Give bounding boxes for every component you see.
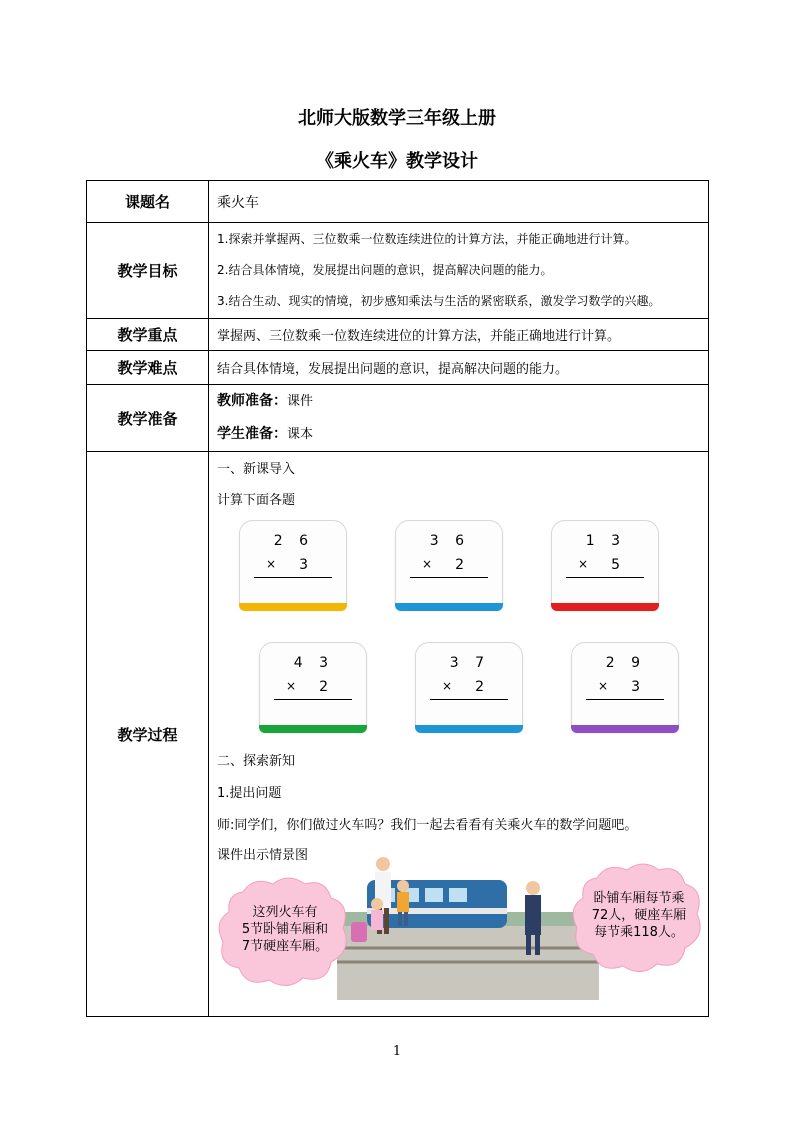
prep-cell: [209, 385, 709, 452]
teacher-prep-value: 课件: [287, 394, 314, 409]
card-top-number: 2 9: [605, 655, 646, 671]
multiplication-card: [395, 520, 503, 610]
section-explore: 二、探索新知: [217, 754, 296, 769]
card-base: [551, 603, 659, 611]
teacher-prep: [217, 385, 708, 418]
page-number: 1: [392, 1044, 402, 1059]
bubble-line: 7节硬座车厢。: [241, 939, 329, 954]
section-intro: 一、新课导入: [217, 462, 296, 477]
goals-row: [87, 223, 709, 319]
process-head: 教学过程: [87, 452, 209, 1017]
show-scene-text: 课件出示情景图: [217, 848, 309, 863]
card-rule: [274, 699, 352, 700]
card-operator: ×: [578, 557, 589, 571]
process-content: [209, 452, 708, 1016]
card-bottom-number: 3: [299, 557, 308, 573]
card-top-number: 3 7: [449, 655, 490, 671]
card-base: [415, 725, 523, 733]
card-top-number: 2 6: [273, 533, 314, 549]
card-top-number: 1 3: [585, 533, 626, 549]
student-prep: [217, 418, 708, 451]
process-row: [87, 452, 709, 1017]
card-rule: [566, 577, 644, 578]
student-prep-label: 学生准备：: [217, 426, 287, 442]
multiplication-card: [415, 642, 523, 732]
card-base: [239, 603, 347, 611]
step-raise-question: 1.提出问题: [217, 786, 282, 801]
goals-cell: [209, 223, 709, 319]
card-rule: [430, 699, 508, 700]
key-head: 教学重点: [87, 319, 209, 351]
bubble-line: 5节卧铺车厢和: [241, 922, 329, 937]
document-title: 北师大版数学三年级上册: [298, 108, 496, 129]
difficulty-row: [87, 351, 709, 385]
goals-head: 教学目标: [87, 223, 209, 319]
card-operator: ×: [442, 679, 453, 693]
bubble-line: 72人，硬座车厢: [591, 908, 687, 923]
difficulty-value: 结合具体情境，发展提出问题的意识，提高解决问题的能力。: [209, 351, 709, 385]
goal-item: 1.探索并掌握两、三位数乘一位数连续进位的计算方法，并能正确地进行计算。: [217, 232, 637, 246]
bubble-line: 卧铺车厢每节乘: [593, 891, 685, 906]
card-base: [259, 725, 367, 733]
card-rule: [586, 699, 664, 700]
goal-item: 2.结合具体情境，发展提出问题的意识，提高解决问题的能力。: [217, 263, 553, 277]
topic-row: [87, 181, 709, 223]
teacher-prep-label: 教师准备：: [217, 393, 287, 409]
multiplication-card: [551, 520, 659, 610]
multiplication-card: [259, 642, 367, 732]
multiplication-card: [239, 520, 347, 610]
card-rule: [410, 577, 488, 578]
multiplication-card: [571, 642, 679, 732]
card-top-number: 4 3: [293, 655, 334, 671]
card-operator: ×: [598, 679, 609, 693]
difficulty-head: 教学难点: [87, 351, 209, 385]
key-row: [87, 319, 709, 351]
card-bottom-number: 2: [475, 679, 484, 695]
card-operator: ×: [266, 557, 277, 571]
lesson-plan-table: [86, 180, 709, 1017]
prep-head: 教学准备: [87, 385, 209, 452]
topic-value: 乘火车: [209, 181, 709, 223]
bubble-line: 这列火车有: [252, 905, 318, 920]
card-bottom-number: 2: [319, 679, 328, 695]
card-operator: ×: [422, 557, 433, 571]
goal-item: 3.结合生动、现实的情境，初步感知乘法与生活的紧密联系，激发学习数学的兴趣。: [217, 294, 661, 308]
card-base: [571, 725, 679, 733]
right-bubble-text: [581, 890, 697, 941]
topic-head: 课题名: [87, 181, 209, 223]
card-bottom-number: 3: [631, 679, 640, 695]
card-bottom-number: 5: [611, 557, 620, 573]
card-bottom-number: 2: [455, 557, 464, 573]
bubble-line: 每节乘118人。: [594, 925, 684, 940]
task-text: 计算下面各题: [217, 493, 296, 508]
teacher-dialogue: 师:同学们，你们做过火车吗？我们一起去看看有关乘火车的数学问题吧。: [217, 818, 638, 833]
key-value: 掌握两、三位数乘一位数连续进位的计算方法，并能正确地进行计算。: [209, 319, 709, 351]
card-base: [395, 603, 503, 611]
student-prep-value: 课本: [287, 427, 314, 442]
card-operator: ×: [286, 679, 297, 693]
document-subtitle: 《乘火车》教学设计: [316, 151, 478, 172]
train-scene-illustration: [337, 852, 599, 1000]
process-cell: [209, 452, 709, 1017]
card-rule: [254, 577, 332, 578]
card-top-number: 3 6: [429, 533, 470, 549]
left-bubble-text: [229, 904, 341, 955]
prep-row: [87, 385, 709, 452]
